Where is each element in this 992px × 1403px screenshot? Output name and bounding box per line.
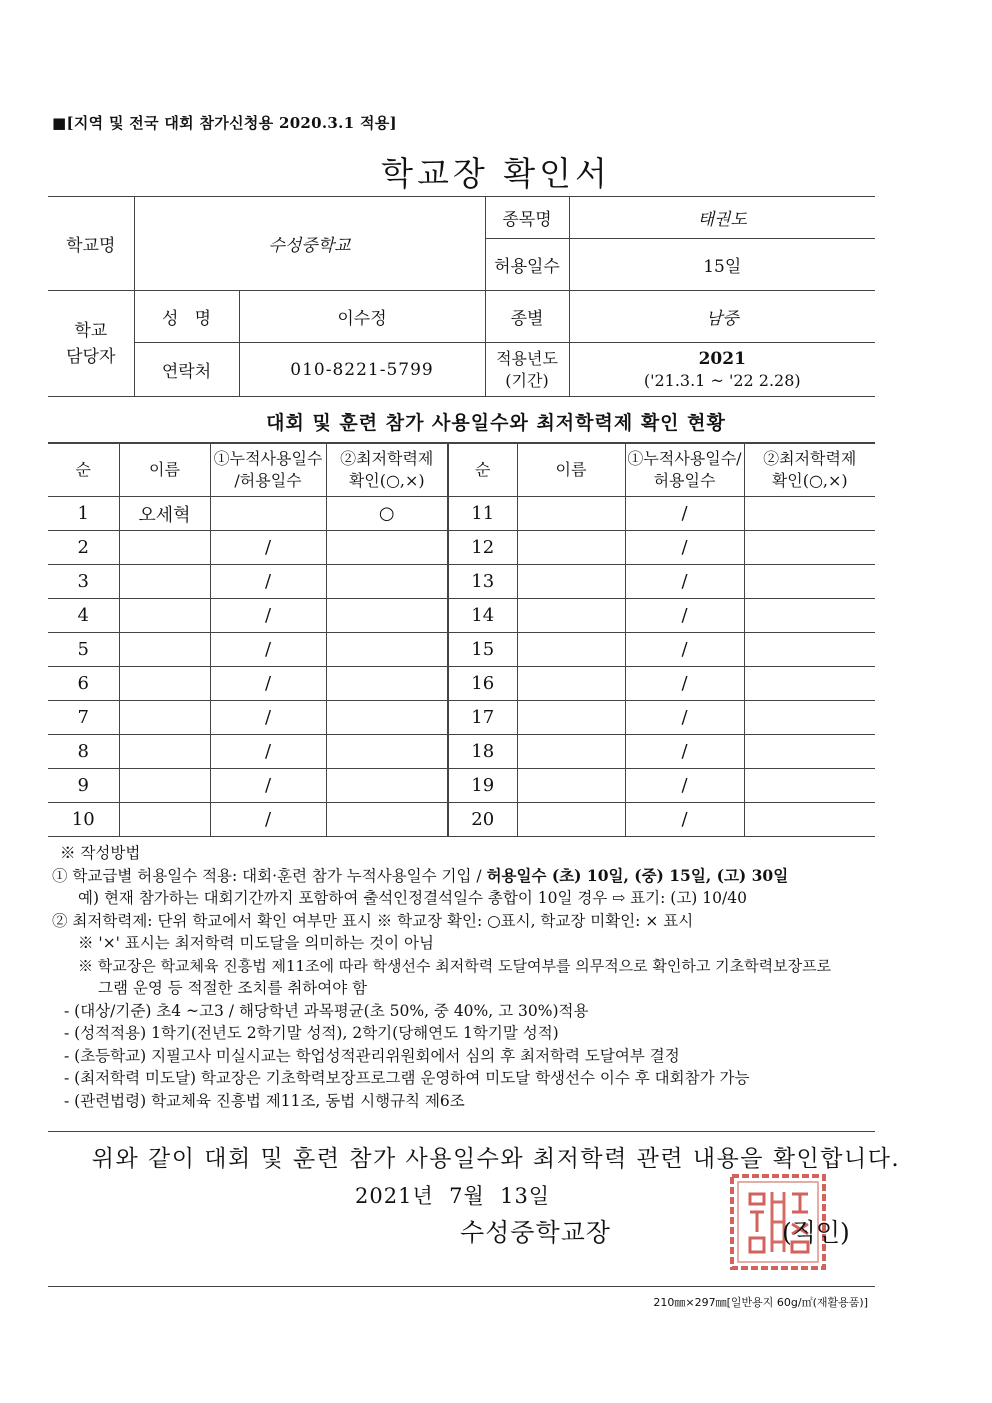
name-cell bbox=[119, 701, 210, 735]
note-2-a: ※ '×' 표시는 최저학력 미도달을 의미하는 것이 아님 bbox=[78, 934, 434, 952]
name-cell bbox=[119, 769, 210, 803]
detail-4: - (최저학력 미도달) 학교장은 기초학력보장프로그램 운영하여 미도달 학생선수 이수 후 대회참가 가능 bbox=[64, 1069, 750, 1087]
allowed-days-value: 15일 bbox=[569, 239, 875, 291]
detail-1: - (대상/기준) 초4 ~고3 / 해당학년 과목평균(초 50%, 중 40%, 고 30%)적용 bbox=[64, 1001, 589, 1020]
date-text: 2021년 7월 13일 bbox=[355, 1184, 551, 1208]
name-cell bbox=[517, 497, 625, 531]
cumulative-days-cell: / bbox=[210, 667, 326, 701]
min-academic-check-cell bbox=[744, 633, 875, 667]
seq-cell: 2 bbox=[48, 531, 119, 565]
note-2-b: ※ 학교장은 학교체육 진흥법 제11조에 따라 학생선수 최저학력 도달여부를 의무적으로 확인하고 기초학력보장프로 bbox=[78, 956, 832, 975]
seq-cell: 16 bbox=[448, 667, 517, 701]
header-note: ■[지역 및 전국 대회 참가신청용 2020.3.1 적용] bbox=[52, 114, 397, 132]
seq-cell: 11 bbox=[448, 497, 517, 531]
signer-name: 수성중학교장 bbox=[460, 1218, 611, 1247]
seq-cell: 18 bbox=[448, 735, 517, 769]
table-row bbox=[48, 497, 875, 531]
seq-cell: 15 bbox=[448, 633, 517, 667]
seq-cell: 3 bbox=[48, 565, 119, 599]
name-cell bbox=[517, 633, 625, 667]
table-row bbox=[48, 769, 875, 803]
detail-5: - (관련법령) 학교체육 진흥법 제11조, 동법 시행규칙 제6조 bbox=[64, 1091, 465, 1110]
cumulative-days-cell: / bbox=[210, 599, 326, 633]
cumulative-days-cell: / bbox=[625, 803, 744, 837]
name-value: 이수정 bbox=[239, 291, 485, 343]
name-cell bbox=[119, 667, 210, 701]
cumulative-days-cell: / bbox=[625, 701, 744, 735]
table-row bbox=[48, 735, 875, 769]
cumulative-days-cell: / bbox=[625, 531, 744, 565]
header-min-academic-right: ②최저학력제 확인(○,×) bbox=[744, 443, 875, 497]
name-cell bbox=[517, 531, 625, 565]
usage-body bbox=[48, 497, 875, 837]
min-academic-check-cell bbox=[744, 599, 875, 633]
min-academic-check-cell bbox=[326, 599, 448, 633]
min-academic-check-cell bbox=[744, 803, 875, 837]
min-academic-check-cell bbox=[326, 803, 448, 837]
min-academic-check-cell bbox=[326, 565, 448, 599]
usage-table bbox=[48, 442, 875, 837]
cumulative-days-cell: / bbox=[625, 735, 744, 769]
cumulative-days-cell: / bbox=[625, 633, 744, 667]
name-cell bbox=[119, 803, 210, 837]
name-cell bbox=[517, 565, 625, 599]
cumulative-days-cell: / bbox=[625, 497, 744, 531]
table-row bbox=[48, 803, 875, 837]
divider bbox=[48, 1131, 875, 1132]
name-cell bbox=[517, 701, 625, 735]
min-academic-check-cell bbox=[744, 531, 875, 565]
seq-cell: 5 bbox=[48, 633, 119, 667]
name-cell bbox=[517, 667, 625, 701]
school-value: 수성중학교 bbox=[134, 197, 485, 291]
cumulative-days-cell: / bbox=[210, 531, 326, 565]
min-academic-check-cell bbox=[326, 701, 448, 735]
header-seq: 순 bbox=[48, 443, 119, 497]
cumulative-days-cell: / bbox=[210, 633, 326, 667]
table-row bbox=[48, 633, 875, 667]
seq-cell: 9 bbox=[48, 769, 119, 803]
header-min-academic: ②최저학력제 확인(○,×) bbox=[326, 443, 448, 497]
min-academic-check-cell bbox=[326, 531, 448, 565]
school-label: 학교명 bbox=[48, 197, 134, 291]
seq-cell: 8 bbox=[48, 735, 119, 769]
cumulative-days-cell: / bbox=[625, 599, 744, 633]
manager-label: 학교 담당자 bbox=[48, 291, 134, 397]
note-2: ② 최저학력제: 단위 학교에서 확인 여부만 표시 ※ 학교장 확인: ○표시, 학교장 미확인: × 표시 bbox=[52, 911, 694, 930]
footer-paper-spec: 210㎜×297㎜[일반용지 60g/㎡(재활용품)] bbox=[653, 1296, 868, 1309]
category-label: 종별 bbox=[485, 291, 569, 343]
info-table bbox=[48, 196, 875, 397]
cumulative-days-cell: / bbox=[210, 769, 326, 803]
page-title: 학교장 확인서 bbox=[381, 154, 611, 193]
period-value: ('21.3.1 ~ '22 2.28) bbox=[643, 370, 801, 390]
min-academic-check-cell bbox=[326, 735, 448, 769]
table-row bbox=[48, 667, 875, 701]
min-academic-check-cell bbox=[326, 667, 448, 701]
name-cell bbox=[517, 803, 625, 837]
seq-cell: 19 bbox=[448, 769, 517, 803]
seq-cell: 6 bbox=[48, 667, 119, 701]
sport-value: 태권도 bbox=[569, 197, 875, 239]
table-row bbox=[48, 565, 875, 599]
year-label: 적용년도 (기간) bbox=[485, 343, 569, 397]
min-academic-check-cell bbox=[744, 497, 875, 531]
contact-value: 010-8221-5799 bbox=[239, 343, 485, 397]
table-row bbox=[48, 531, 875, 565]
cumulative-days-cell bbox=[210, 497, 326, 531]
name-cell bbox=[119, 531, 210, 565]
cumulative-days-cell: / bbox=[625, 667, 744, 701]
usage-header-row bbox=[48, 443, 875, 497]
cumulative-days-cell: / bbox=[210, 735, 326, 769]
note-1-bold: 허용일수 (초) 10일, (중) 15일, (고) 30일 bbox=[486, 865, 789, 885]
seq-cell: 20 bbox=[448, 803, 517, 837]
note-1-text: ① 학교급별 허용일수 적용: 대회·훈련 참가 누적사용일수 기입 / bbox=[52, 866, 487, 885]
name-cell bbox=[119, 633, 210, 667]
name-cell bbox=[119, 599, 210, 633]
min-academic-check-cell: ○ bbox=[326, 497, 448, 531]
name-cell bbox=[119, 565, 210, 599]
header-cumulative: ①누적사용일수 /허용일수 bbox=[210, 443, 326, 497]
year-cell bbox=[569, 343, 875, 397]
allowed-days-label: 허용일수 bbox=[485, 239, 569, 291]
section-title: 대회 및 훈련 참가 사용일수와 최저학력제 확인 현황 bbox=[266, 412, 726, 434]
note-1-example: 예) 현재 참가하는 대회기간까지 포함하여 출석인정결석일수 총합이 10일 경우 ⇨ 표기: (고) 10/40 bbox=[78, 889, 747, 907]
seq-cell: 4 bbox=[48, 599, 119, 633]
name-cell bbox=[517, 735, 625, 769]
year-value: 2021 bbox=[698, 348, 746, 369]
seq-cell: 17 bbox=[448, 701, 517, 735]
cumulative-days-cell: / bbox=[625, 565, 744, 599]
cumulative-days-cell: / bbox=[625, 769, 744, 803]
note-2-b2: 그램 운영 등 적절한 조치를 취하여야 함 bbox=[98, 979, 368, 997]
cumulative-days-cell: / bbox=[210, 803, 326, 837]
footer-divider bbox=[48, 1286, 875, 1287]
notes bbox=[52, 842, 880, 1112]
table-row bbox=[48, 599, 875, 633]
min-academic-check-cell bbox=[744, 701, 875, 735]
seq-cell: 12 bbox=[448, 531, 517, 565]
seq-cell: 10 bbox=[48, 803, 119, 837]
header-seq-right: 순 bbox=[448, 443, 517, 497]
header-cumulative-right: ①누적사용일수/ 허용일수 bbox=[625, 443, 744, 497]
table-row bbox=[48, 701, 875, 735]
sport-label: 종목명 bbox=[485, 197, 569, 239]
cumulative-days-cell: / bbox=[210, 565, 326, 599]
min-academic-check-cell bbox=[744, 667, 875, 701]
contact-label: 연락처 bbox=[134, 343, 239, 397]
category-value: 남중 bbox=[569, 291, 875, 343]
note-1 bbox=[52, 865, 880, 888]
min-academic-check-cell bbox=[744, 565, 875, 599]
confirm-text: 위와 같이 대회 및 훈련 참가 사용일수와 최저학력 관련 내용을 확인합니다. bbox=[91, 1146, 901, 1172]
min-academic-check-cell bbox=[744, 735, 875, 769]
header-name: 이름 bbox=[119, 443, 210, 497]
name-cell bbox=[517, 599, 625, 633]
detail-2: - (성적적용) 1학기(전년도 2학기말 성적), 2학기(당해연도 1학기말 성적) bbox=[64, 1024, 559, 1042]
seq-cell: 14 bbox=[448, 599, 517, 633]
seal-label: (직인) bbox=[782, 1218, 850, 1247]
seq-cell: 7 bbox=[48, 701, 119, 735]
detail-3: - (초등학교) 지필고사 미실시교는 학업성적관리위원회에서 심의 후 최저학력 도달여부 결정 bbox=[64, 1046, 680, 1065]
name-label: 성 명 bbox=[134, 291, 239, 343]
name-cell: 오세혁 bbox=[119, 497, 210, 531]
min-academic-check-cell bbox=[744, 769, 875, 803]
seq-cell: 1 bbox=[48, 497, 119, 531]
name-cell bbox=[119, 735, 210, 769]
min-academic-check-cell bbox=[326, 769, 448, 803]
notes-heading: ※ 작성방법 bbox=[60, 844, 141, 862]
seq-cell: 13 bbox=[448, 565, 517, 599]
name-cell bbox=[517, 769, 625, 803]
cumulative-days-cell: / bbox=[210, 701, 326, 735]
min-academic-check-cell bbox=[326, 633, 448, 667]
header-name-right: 이름 bbox=[517, 443, 625, 497]
